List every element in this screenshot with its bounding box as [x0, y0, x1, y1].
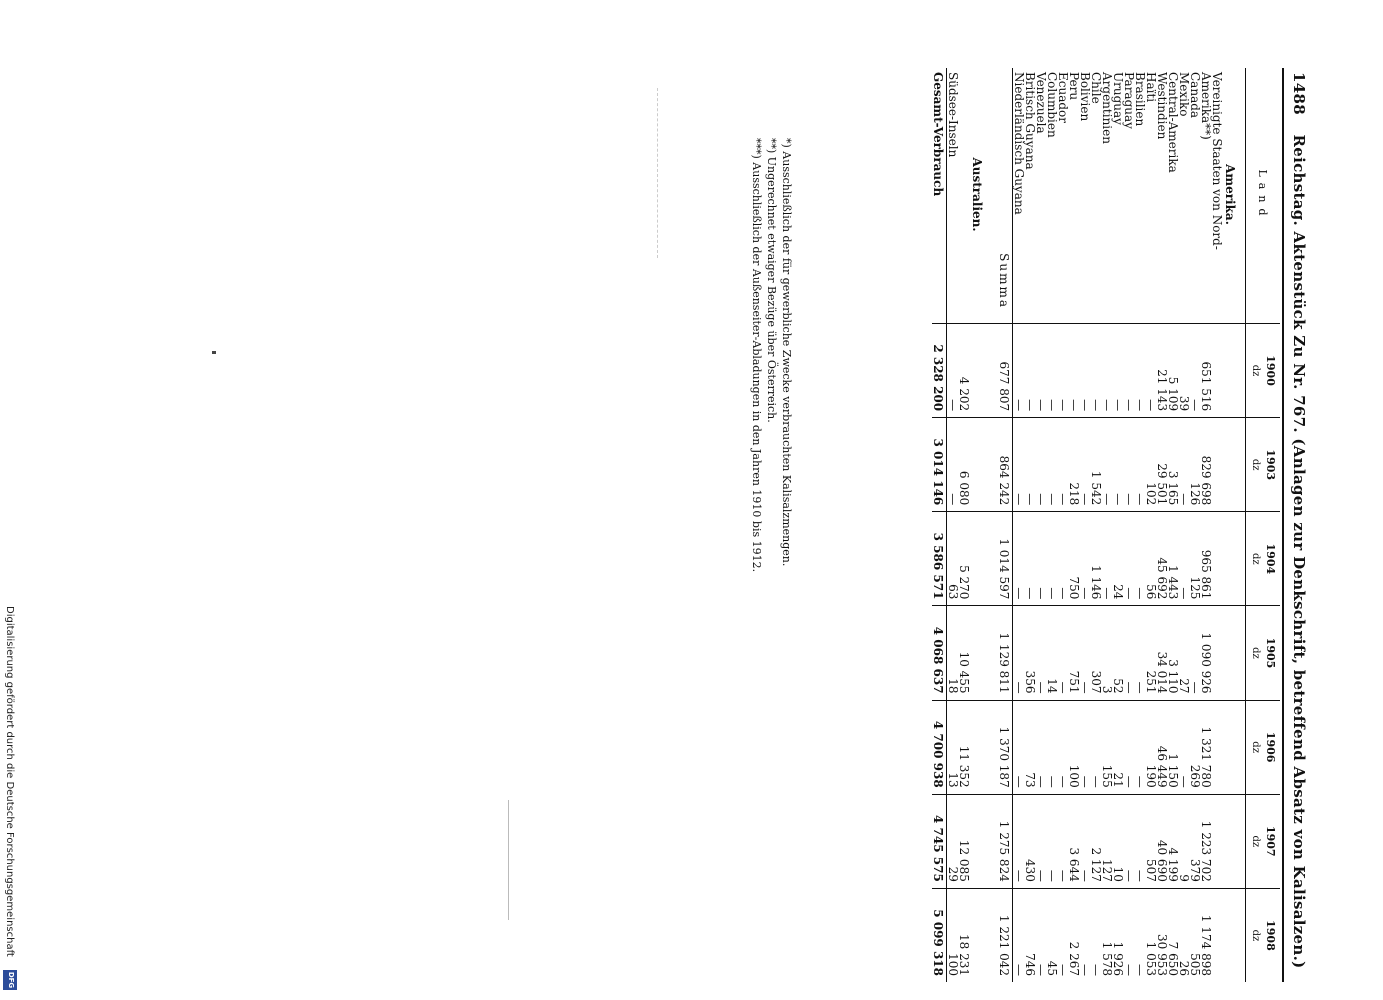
- value-cell: —: [1013, 418, 1025, 512]
- value-cell: 1 542: [1090, 418, 1101, 512]
- value-cell: 56: [1145, 512, 1156, 606]
- value-cell: —: [1178, 512, 1189, 606]
- year-label: 1904: [1264, 543, 1277, 575]
- row-label: [1156, 68, 1167, 324]
- value-cell: 9: [1178, 794, 1189, 888]
- country-row: [1057, 68, 1068, 982]
- unit-label: dz: [1250, 647, 1261, 659]
- value-cell: 190: [1145, 700, 1156, 794]
- value-cell: —: [1079, 512, 1090, 606]
- unit-label: dz: [1250, 835, 1261, 848]
- value-cell: 307: [1090, 606, 1101, 700]
- value-cell: 505: [1189, 888, 1200, 982]
- value-cell: 2 328 200: [932, 324, 947, 418]
- value-cell: 10 455: [958, 606, 969, 700]
- value-cell: 3 644: [1068, 794, 1079, 888]
- header-text: Reichstag. Aktenstück Zu Nr. 767. (Anlagen zur Denkschrift, betreffend Absatz von Kalisalzen.): [1290, 134, 1308, 969]
- row-label-text: Columbien: [1045, 72, 1059, 138]
- value-cell: —: [1013, 794, 1025, 888]
- value-cell: 100: [1068, 700, 1079, 794]
- value-cell: 1 053: [1145, 888, 1156, 982]
- value-cell: —: [1035, 606, 1046, 700]
- value-cell: 269: [1189, 700, 1200, 794]
- value-cell: —: [1189, 606, 1200, 700]
- empty-cell: [1222, 794, 1246, 888]
- empty-cell: [969, 606, 992, 700]
- value-cell: —: [1057, 606, 1068, 700]
- value-cell: 30 953: [1156, 888, 1167, 982]
- row-label-text: Ecuador: [1056, 72, 1070, 124]
- value-cell: —: [1013, 324, 1025, 418]
- row-label-text: Central-Amerika: [1166, 72, 1180, 173]
- value-cell: 5 099 318: [932, 888, 947, 982]
- empty-cell: [1222, 700, 1246, 794]
- country-row: [1112, 68, 1123, 982]
- footnote-1: *) Ausschließlich der für gewerbliche Zwecke verbrauchten Kalisalzmengen.: [780, 138, 793, 567]
- country-row: [1134, 68, 1145, 982]
- section-australien-row: [969, 68, 992, 982]
- country-row: [1178, 68, 1189, 982]
- value-cell: —: [1123, 324, 1134, 418]
- value-cell: 751: [1068, 606, 1079, 700]
- value-cell: 45: [1046, 888, 1057, 982]
- row-label-text: Südsee-Inseln: [946, 72, 960, 158]
- australien-row: [958, 68, 969, 982]
- value-cell: 63: [947, 512, 959, 606]
- row-label-text: Peru: [1067, 72, 1081, 101]
- year-label: 1905: [1264, 637, 1277, 669]
- value-cell: —: [1090, 888, 1101, 982]
- value-cell: 1 129 811: [992, 606, 1013, 700]
- value-cell: —: [1112, 418, 1123, 512]
- year-column-header: [1246, 606, 1281, 700]
- value-cell: 2 127: [1090, 794, 1101, 888]
- row-label-text: Mexiko: [1177, 72, 1191, 117]
- value-cell: 3 014 146: [932, 418, 947, 512]
- value-cell: 39: [1178, 324, 1189, 418]
- value-cell: 18: [947, 606, 959, 700]
- value-cell: —: [1013, 888, 1025, 982]
- value-cell: 965 861: [1200, 512, 1211, 606]
- value-cell: —: [1057, 888, 1068, 982]
- value-cell: —: [1057, 418, 1068, 512]
- value-cell: 3 165: [1167, 418, 1178, 512]
- value-cell: 21: [1112, 700, 1123, 794]
- value-cell: —: [1189, 324, 1200, 418]
- empty-cell: [969, 700, 992, 794]
- row-label-text: Amerika**): [1199, 72, 1213, 140]
- value-cell: —: [1068, 324, 1079, 418]
- row-label: [1101, 68, 1112, 324]
- value-cell: —: [1057, 794, 1068, 888]
- value-cell: 750: [1068, 512, 1079, 606]
- unit-label: dz: [1250, 741, 1261, 753]
- row-label-text: Summa: [997, 253, 1011, 309]
- value-cell: —: [1178, 700, 1189, 794]
- rotated-page: [682, 60, 1322, 990]
- value-cell: 29: [947, 794, 959, 888]
- value-cell: 3 110: [1167, 606, 1178, 700]
- value-cell: —: [1046, 418, 1057, 512]
- value-cell: 1 926: [1112, 888, 1123, 982]
- value-cell: —: [1079, 418, 1090, 512]
- row-label-text: Britisch Guyana: [1023, 72, 1037, 170]
- value-cell: —: [1057, 324, 1068, 418]
- value-cell: 155: [1101, 700, 1112, 794]
- value-cell: 4 199: [1167, 794, 1178, 888]
- value-cell: 1 321 780: [1200, 700, 1211, 794]
- value-cell: 125: [1189, 512, 1200, 606]
- country-row: [1046, 68, 1057, 982]
- value-cell: —: [1035, 794, 1046, 888]
- year-column-header: [1246, 418, 1281, 512]
- year-column-header: [1246, 324, 1281, 418]
- country-row: [1079, 68, 1090, 982]
- value-cell: —: [1134, 888, 1145, 982]
- section-label: Australien.: [970, 157, 984, 232]
- empty-cell: [969, 794, 992, 888]
- country-row: [1123, 68, 1134, 982]
- value-cell: 379: [1189, 794, 1200, 888]
- value-cell: —: [1090, 324, 1101, 418]
- value-cell: —: [1057, 512, 1068, 606]
- value-cell: —: [1123, 794, 1134, 888]
- value-cell: 1 090 926: [1200, 606, 1211, 700]
- value-cell: 1 174 898: [1200, 888, 1211, 982]
- value-cell: —: [1178, 418, 1189, 512]
- section-amerika-row: [1222, 68, 1246, 982]
- value-cell: 100: [947, 888, 959, 982]
- value-cell: —: [1101, 324, 1112, 418]
- value-cell: —: [1134, 324, 1145, 418]
- empty-cell: [969, 888, 992, 982]
- value-cell: 251: [1145, 606, 1156, 700]
- value-cell: 26: [1178, 888, 1189, 982]
- row-label-text: Westindien: [1155, 72, 1169, 140]
- value-cell: 430: [1024, 794, 1035, 888]
- value-cell: —: [1035, 700, 1046, 794]
- value-cell: —: [1024, 324, 1035, 418]
- value-cell: 21 143: [1156, 324, 1167, 418]
- gesamt-row: [932, 68, 947, 982]
- value-cell: 4 745 575: [932, 794, 947, 888]
- year-column-header: [1246, 888, 1281, 982]
- value-cell: 1 014 597: [992, 512, 1013, 606]
- country-row: [1156, 68, 1167, 982]
- row-label: [992, 68, 1013, 324]
- value-cell: 10: [1112, 794, 1123, 888]
- value-cell: 3: [1101, 606, 1112, 700]
- country-row: [1090, 68, 1101, 982]
- footnotes: [749, 138, 794, 898]
- value-cell: 864 242: [992, 418, 1013, 512]
- value-cell: 13: [947, 700, 959, 794]
- value-cell: —: [1035, 418, 1046, 512]
- value-cell: —: [1046, 324, 1057, 418]
- value-cell: 6 080: [958, 418, 969, 512]
- row-label: [1013, 68, 1025, 324]
- value-cell: 651 516: [1200, 324, 1211, 418]
- year-label: 1907: [1264, 825, 1277, 857]
- value-cell: —: [1123, 606, 1134, 700]
- row-label: [1079, 68, 1090, 324]
- value-cell: —: [1035, 888, 1046, 982]
- value-cell: —: [1101, 512, 1112, 606]
- value-cell: —: [1112, 324, 1123, 418]
- value-cell: —: [1079, 794, 1090, 888]
- value-cell: 40 690: [1156, 794, 1167, 888]
- value-cell: 27: [1178, 606, 1189, 700]
- empty-cell: [1222, 606, 1246, 700]
- value-cell: 45 692: [1156, 512, 1167, 606]
- value-cell: 356: [1024, 606, 1035, 700]
- value-cell: 4 068 637: [932, 606, 947, 700]
- value-cell: —: [1035, 324, 1046, 418]
- value-cell: —: [1145, 324, 1156, 418]
- table-header-row: [1246, 68, 1281, 982]
- value-cell: —: [1134, 418, 1145, 512]
- unit-label: dz: [1250, 364, 1261, 377]
- value-cell: 1 370 187: [992, 700, 1013, 794]
- value-cell: 746: [1024, 888, 1035, 982]
- value-cell: 218: [1068, 418, 1079, 512]
- value-cell: 52: [1112, 606, 1123, 700]
- row-label-text: Gesamt-Verbrauch: [931, 72, 945, 197]
- unit-label: dz: [1250, 929, 1261, 942]
- row-label-text: Vereinigte Staaten von Nord-: [1210, 72, 1224, 250]
- value-cell: 1 275 824: [992, 794, 1013, 888]
- country-row: [1101, 68, 1112, 982]
- value-cell: 18 231: [958, 888, 969, 982]
- row-label: [947, 68, 959, 324]
- value-cell: 4 202: [958, 324, 969, 418]
- value-cell: 507: [1145, 794, 1156, 888]
- value-cell: 1 578: [1101, 888, 1112, 982]
- empty-cell: [1222, 324, 1246, 418]
- row-label: [932, 68, 947, 324]
- value-cell: 24: [1112, 512, 1123, 606]
- value-cell: —: [1024, 418, 1035, 512]
- row-label-text: Venezuela: [1034, 72, 1048, 134]
- value-cell: —: [1134, 794, 1145, 888]
- row-label-text: Uruguay: [1111, 72, 1125, 125]
- empty-cell: [969, 512, 992, 606]
- year-label: 1903: [1264, 449, 1277, 481]
- header-rule: [1282, 68, 1284, 982]
- value-cell: —: [1079, 606, 1090, 700]
- value-cell: 34 014: [1156, 606, 1167, 700]
- row-label-text: Bolivien: [1078, 72, 1092, 122]
- value-cell: —: [1046, 700, 1057, 794]
- scan-dashes: [657, 88, 658, 258]
- value-cell: 126: [1189, 418, 1200, 512]
- value-cell: —: [1013, 512, 1025, 606]
- value-cell: 73: [1024, 700, 1035, 794]
- value-cell: 29 501: [1156, 418, 1167, 512]
- digitization-credit: [3, 606, 17, 991]
- value-cell: 1 443: [1167, 512, 1178, 606]
- row-label-text: Niederländisch Guyana: [1012, 72, 1026, 215]
- empty-cell: [969, 324, 992, 418]
- country-row: [1013, 68, 1025, 982]
- value-cell: 4 700 938: [932, 700, 947, 794]
- value-cell: 127: [1101, 794, 1112, 888]
- value-cell: 1 221 042: [992, 888, 1013, 982]
- scan-speck: [212, 351, 216, 354]
- year-column-header: [1246, 794, 1281, 888]
- value-cell: —: [1079, 700, 1090, 794]
- value-cell: 5 109: [1167, 324, 1178, 418]
- year-label: 1906: [1264, 731, 1277, 763]
- value-cell: —: [1046, 512, 1057, 606]
- empty-cell: [1222, 888, 1246, 982]
- row-label-text: Argentinien: [1100, 72, 1114, 144]
- row-label-text: Haïti: [1144, 72, 1158, 103]
- row-label-text: Paraguay: [1122, 72, 1136, 129]
- value-cell: —: [1134, 700, 1145, 794]
- row-label-text: Brasilien: [1133, 72, 1147, 127]
- value-cell: 11 352: [958, 700, 969, 794]
- value-cell: 46 449: [1156, 700, 1167, 794]
- value-cell: —: [1134, 512, 1145, 606]
- value-cell: 1 150: [1167, 700, 1178, 794]
- value-cell: —: [1123, 418, 1134, 512]
- value-cell: 12 085: [958, 794, 969, 888]
- value-cell: —: [1123, 700, 1134, 794]
- value-cell: 14: [1046, 606, 1057, 700]
- scan-line: [508, 800, 509, 920]
- value-cell: —: [1013, 700, 1025, 794]
- value-cell: —: [1079, 324, 1090, 418]
- value-cell: 2 267: [1068, 888, 1079, 982]
- year-label: 1900: [1264, 355, 1277, 386]
- value-cell: —: [1134, 606, 1145, 700]
- value-cell: —: [1035, 512, 1046, 606]
- value-cell: —: [947, 324, 959, 418]
- unit-label: dz: [1250, 458, 1261, 471]
- value-cell: 7 650: [1167, 888, 1178, 982]
- value-cell: 102: [1145, 418, 1156, 512]
- year-column-header: [1246, 512, 1281, 606]
- value-cell: 829 698: [1200, 418, 1211, 512]
- value-cell: —: [1090, 700, 1101, 794]
- row-label-text: Canada: [1188, 72, 1202, 119]
- credit-text: Digitalisierung gefördert durch die Deutsche Forschungsgemeinschaft: [4, 606, 15, 957]
- value-cell: —: [947, 418, 959, 512]
- value-cell: 1 223 702: [1200, 794, 1211, 888]
- value-cell: —: [1024, 512, 1035, 606]
- page-header: [1290, 72, 1308, 982]
- dfg-logo: [3, 970, 17, 990]
- footnote-2: **) Ungerechnet etwaiger Bezüge über Österreich.: [765, 138, 778, 423]
- summa-row: [992, 68, 1013, 982]
- footnote-3: ***) Ausschließlich der Außenseiter-Abladungen in den Jahren 1910 bis 1912.: [750, 138, 763, 573]
- unit-label: dz: [1250, 553, 1261, 565]
- value-cell: —: [1101, 418, 1112, 512]
- value-cell: —: [1013, 606, 1025, 700]
- land-column-header: Land: [1246, 68, 1281, 324]
- empty-cell: [969, 418, 992, 512]
- value-cell: 1 146: [1090, 512, 1101, 606]
- value-cell: 3 586 571: [932, 512, 947, 606]
- value-cell: —: [1046, 794, 1057, 888]
- logo-text: DFG: [7, 971, 16, 989]
- value-cell: 5 270: [958, 512, 969, 606]
- row-label-text: Chile: [1089, 72, 1103, 104]
- empty-cell: [1222, 418, 1246, 512]
- empty-cell: [1222, 512, 1246, 606]
- value-cell: —: [1079, 888, 1090, 982]
- value-cell: —: [1123, 888, 1134, 982]
- page-number: 1488: [1290, 72, 1308, 115]
- value-cell: 677 807: [992, 324, 1013, 418]
- year-label: 1908: [1264, 920, 1277, 951]
- country-row: [1035, 68, 1046, 982]
- value-cell: —: [1123, 512, 1134, 606]
- value-cell: —: [1057, 700, 1068, 794]
- section-label: Amerika.: [1223, 164, 1237, 225]
- country-row: [1068, 68, 1079, 982]
- year-column-header: [1246, 700, 1281, 794]
- statistics-table: [932, 68, 1280, 982]
